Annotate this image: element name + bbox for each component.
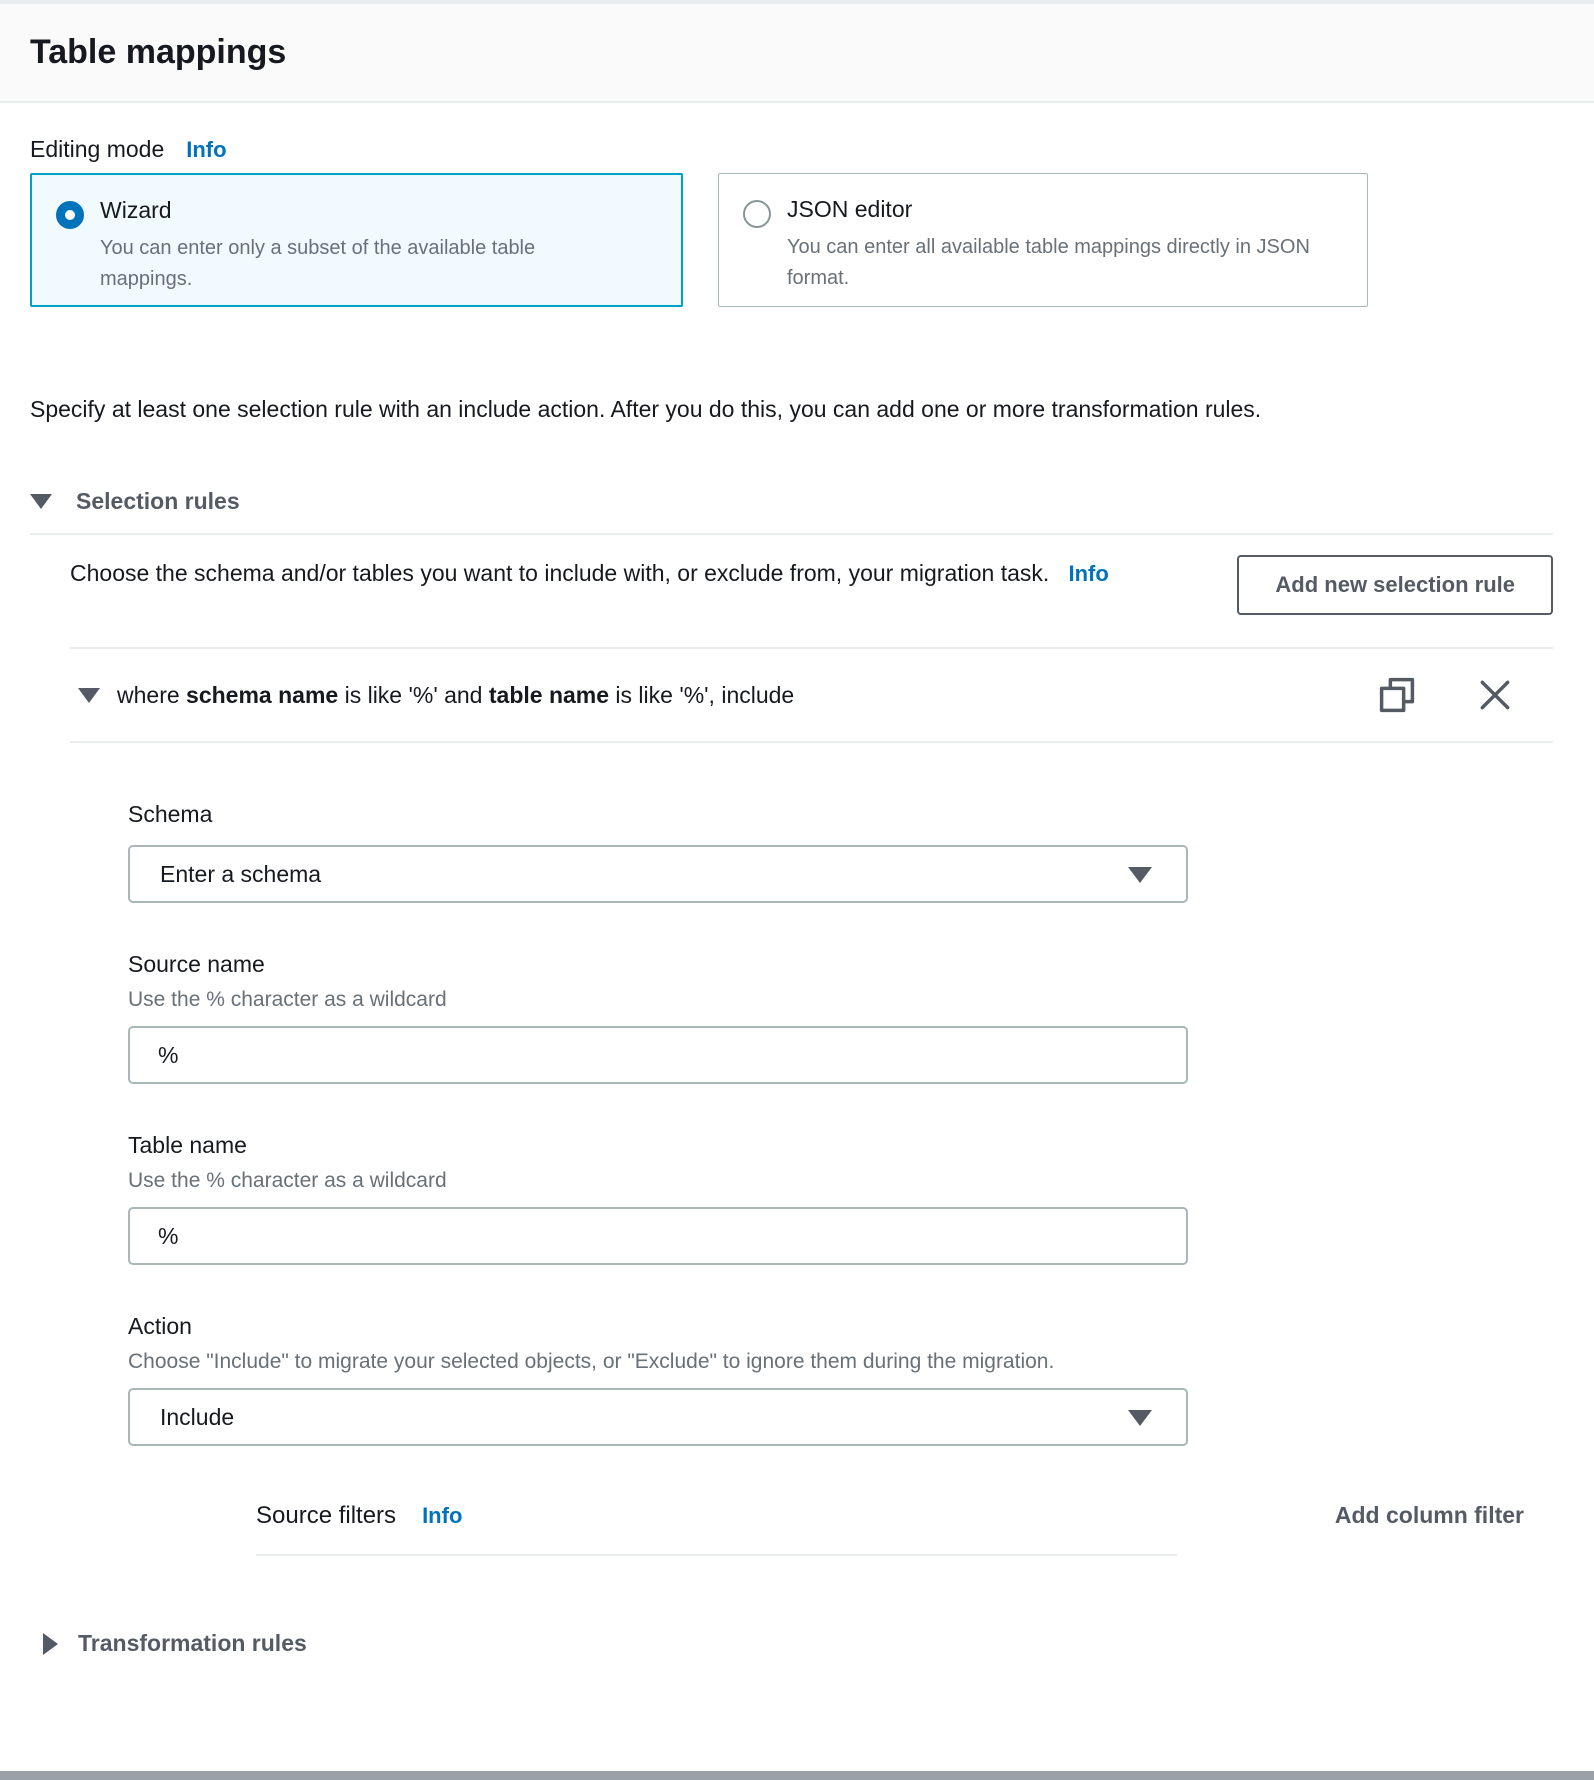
add-new-selection-rule-button[interactable]: Add new selection rule <box>1237 555 1553 615</box>
table-name-input[interactable] <box>128 1207 1188 1265</box>
divider <box>256 1554 1177 1556</box>
editing-mode-option-json-editor[interactable] <box>718 173 1368 307</box>
editing-mode-info-link[interactable]: Info <box>186 137 227 162</box>
json-editor-option-description: You can enter all available table mappings directly in JSON format. <box>787 236 1310 289</box>
dropdown-arrow-icon <box>1128 1410 1152 1426</box>
copy-icon <box>1376 674 1418 716</box>
action-field-label: Action <box>128 1313 192 1339</box>
add-column-filter-button[interactable]: Add column filter <box>1334 1502 1524 1528</box>
selection-rules-description: Choose the schema and/or tables you want to include with, or exclude from, your migration task. Info <box>70 560 1109 586</box>
json-editor-radio[interactable] <box>743 200 771 228</box>
schema-select-value: Enter a schema <box>160 860 322 887</box>
source-name-field-hint: Use the % character as a wildcard <box>128 988 447 1011</box>
rule-expand-toggle[interactable] <box>78 673 100 717</box>
intro-text: Specify at least one selection rule with an include action. After you do this, you can add one or more transformation rules. <box>30 396 1262 422</box>
source-name-field-label: Source name <box>128 951 265 977</box>
duplicate-rule-button[interactable] <box>1375 673 1419 717</box>
close-icon <box>1476 676 1514 714</box>
selection-rules-title: Selection rules <box>76 488 240 514</box>
wizard-option-title: Wizard <box>100 197 172 223</box>
source-filters-info-link[interactable]: Info <box>422 1503 463 1528</box>
table-name-field-label: Table name <box>128 1132 247 1158</box>
selection-rules-section-header[interactable] <box>30 488 1553 515</box>
divider <box>30 533 1553 535</box>
source-filters-title: Source filters <box>256 1502 397 1529</box>
selection-rule-summary: where schema name is like '%' and table name is like '%', include <box>117 681 795 708</box>
editing-mode-options <box>30 173 1553 307</box>
table-name-field-hint: Use the % character as a wildcard <box>128 1169 447 1192</box>
chevron-right-icon <box>43 1633 58 1655</box>
bottom-divider-bar <box>0 1771 1594 1780</box>
selection-rules-info-link[interactable]: Info <box>1068 561 1109 586</box>
action-field-hint: Choose "Include" to migrate your selected objects, or "Exclude" to ignore them during the migration. <box>128 1350 1055 1373</box>
chevron-down-icon <box>30 494 52 509</box>
remove-rule-button[interactable] <box>1473 673 1517 717</box>
transformation-rules-title: Transformation rules <box>78 1630 307 1656</box>
selection-rule-header <box>70 649 1553 741</box>
divider <box>70 741 1553 743</box>
transformation-rules-section-header[interactable] <box>40 1630 1553 1657</box>
source-name-input[interactable] <box>128 1026 1188 1084</box>
wizard-option-description: You can enter only a subset of the available table mappings. <box>100 237 536 290</box>
dropdown-arrow-icon <box>1128 867 1152 883</box>
wizard-radio[interactable] <box>56 201 84 229</box>
chevron-down-icon <box>78 688 100 703</box>
json-editor-option-title: JSON editor <box>787 196 913 222</box>
schema-field-label: Schema <box>128 801 213 827</box>
panel-header <box>0 4 1594 103</box>
schema-select[interactable] <box>128 845 1188 903</box>
editing-mode-option-wizard[interactable] <box>30 173 683 307</box>
editing-mode-label: Editing mode <box>30 136 165 162</box>
action-select[interactable] <box>128 1388 1188 1446</box>
page-title: Table mappings <box>30 33 287 71</box>
action-select-value: Include <box>160 1403 235 1430</box>
